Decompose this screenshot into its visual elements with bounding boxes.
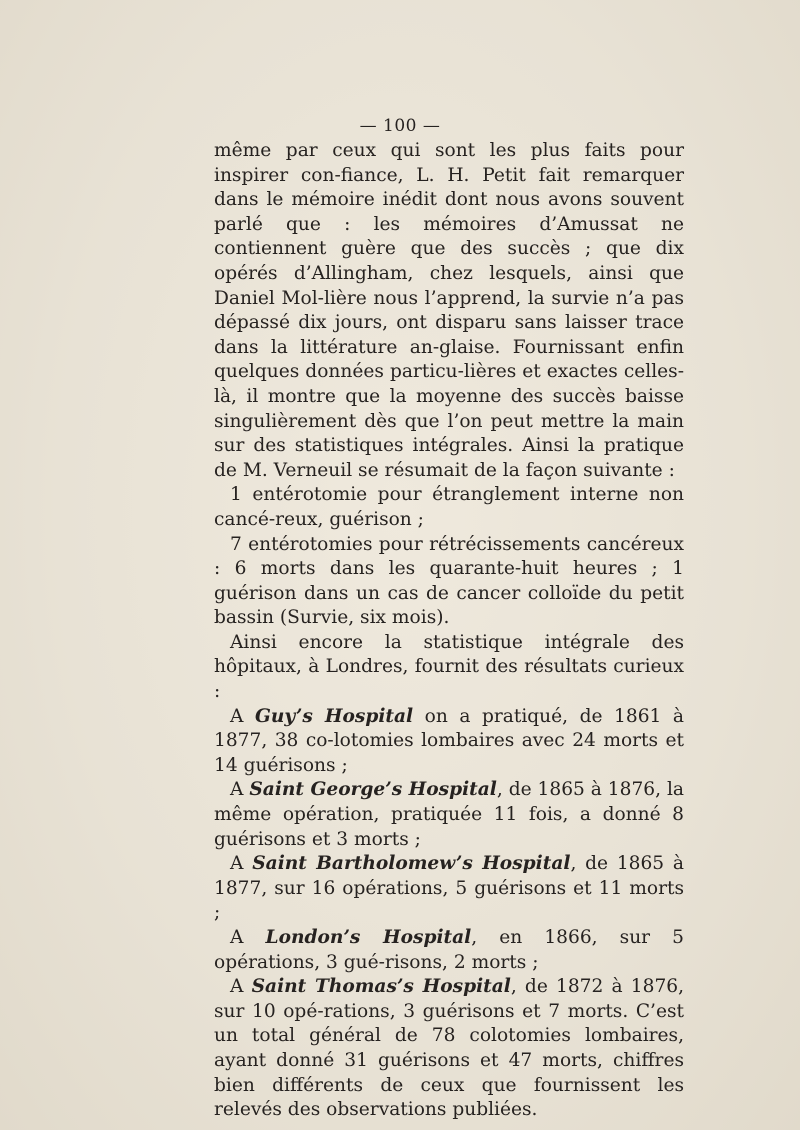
hospital-name: London’s Hospital <box>265 927 472 948</box>
text-run: , en 1866, sur 5 opérations, 3 gué-risons, 2 morts ; <box>214 927 684 973</box>
text-run: , de 1865 à 1877, sur 16 opérations, 5 guérisons et 11 morts ; <box>214 853 685 924</box>
hospital-name: Saint Thomas’s Hospital <box>251 976 511 998</box>
paragraph-p6 <box>214 778 684 852</box>
text-run: on a pratiqué, de 1861 à 1877, 38 co-lotomies lombaires avec 24 morts et 14 guérisons ; <box>214 705 684 776</box>
text-run: Ainsi encore la statistique intégrale des hôpitaux, à Londres, fournit des résultats curieux : <box>214 631 684 703</box>
text-run: même par ceux qui sont les plus faits pour inspirer con-fiance, L. H. Petit fait remarquer dans le mémoire inédit dont nous avons souvent parlé que : les mémoires d’Amussat ne contiennent guère que des succès ; que dix opérés d’Allingham, chez lesquels, ainsi que Daniel Mol-lière nous l’apprend, la survie n’a pas dépassé dix jours, ont disparu sans laisser trace dans la littérature an-glaise. Fournissant enfin quelques données particu-lières et exactes celles-là, il montre que la moyenne des succès baisse singulièrement dès que l’on peut mettre la main sur des statistiques intégrales. Ainsi la pratique de M. Verneuil se résumait de la façon suivante : <box>214 140 684 481</box>
paragraph-p9 <box>214 975 684 1123</box>
text-run: 7 entérotomies pour rétrécissements cancéreux : 6 morts dans les quarante-huit heures ; 1 guérison dans un cas de cancer colloïde du petit bassin (Survie, six mois). <box>214 533 684 629</box>
text-run: A <box>230 853 253 875</box>
text-run: , de 1865 à 1876, la même opération, pratiquée 11 fois, a donné 8 guérisons et 3 morts ; <box>214 779 684 850</box>
text-run: A <box>230 705 255 727</box>
text-run: A <box>230 779 250 801</box>
hospital-name: Saint Bartholomew’s Hospital <box>252 853 571 875</box>
text-run: A <box>230 976 252 998</box>
text-run: , de 1872 à 1876, sur 10 opé-rations, 3 guérisons et 7 morts. C’est un total général de 78 colotomies lombaires, ayant donné 31 guérisons et 47 morts, chiffres bien différents de ceux que fournissent les relevés des observations publiées. <box>214 976 685 1121</box>
hospital-name: Guy’s Hospital <box>254 705 414 727</box>
paragraph-p2 <box>214 483 684 532</box>
text-run: A <box>230 927 266 948</box>
paragraph-p1 <box>214 139 684 483</box>
text-run: 1 entérotomie pour étranglement interne non cancé-reux, guérison ; <box>214 484 684 530</box>
paragraph-p8 <box>214 926 684 975</box>
hospital-name: Saint George’s Hospital <box>249 779 497 801</box>
paragraph-p3 <box>214 533 684 631</box>
page-number: — 100 — <box>359 116 441 136</box>
paragraph-p7 <box>214 852 684 926</box>
paragraph-p4 <box>214 631 684 705</box>
paragraph-p5 <box>214 705 684 779</box>
body-text <box>214 139 684 1123</box>
